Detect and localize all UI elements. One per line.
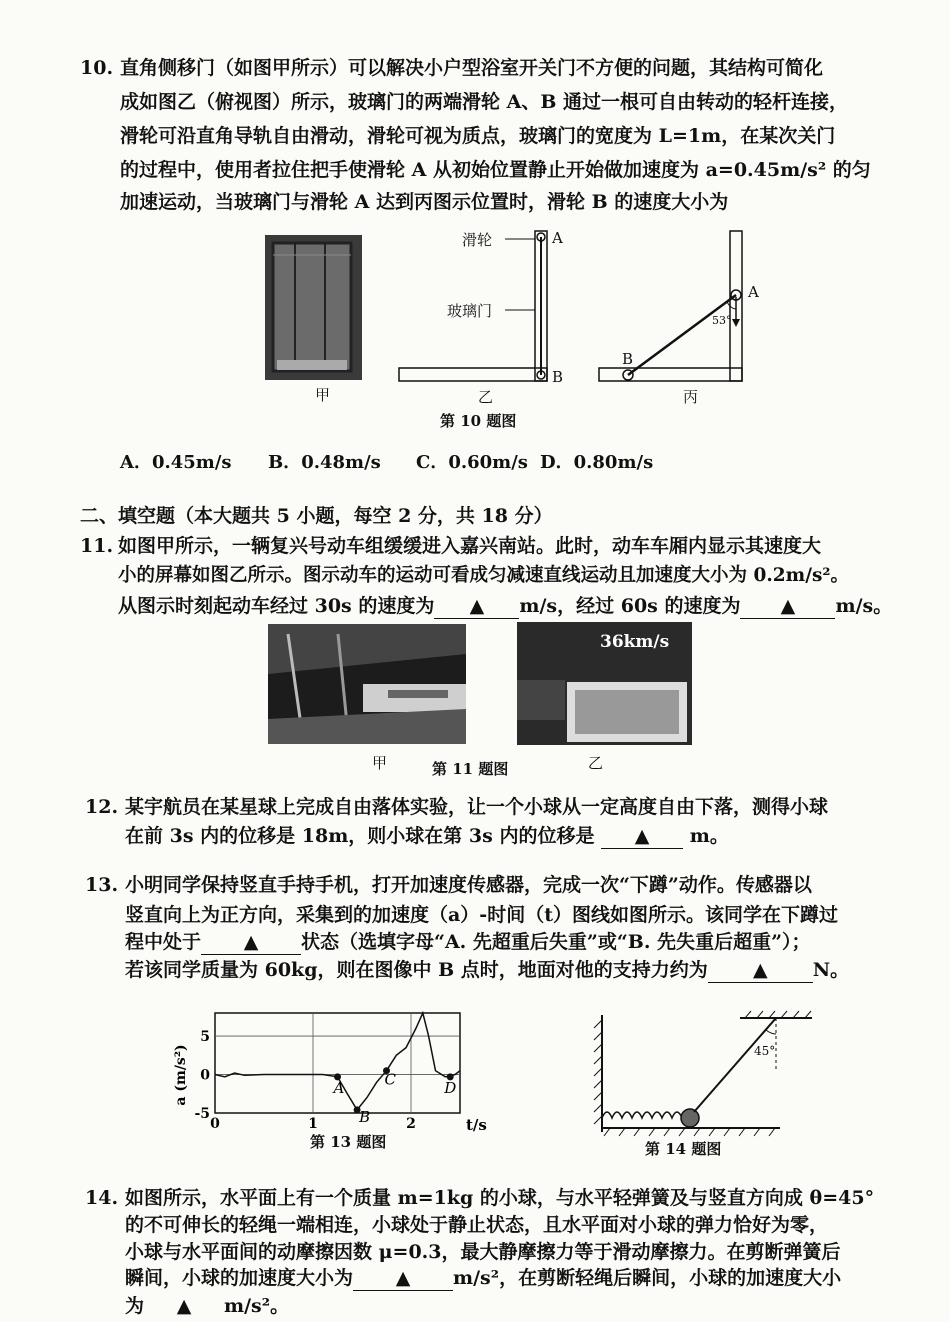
- q10-line-5: 加速运动，当玻璃门与滑轮 A 达到丙图示位置时，滑轮 B 的速度大小为: [120, 191, 729, 213]
- q13-line-3b: 状态（选填字母“A. 先超重后失重”或“B. 先失重后超重”）；: [301, 931, 811, 953]
- chart-xlabel: t/s: [466, 1116, 487, 1134]
- q12-line-1: 某宇航员在某星球上完成自由落体实验，让一个小球从一定高度自由下落，测得小球: [125, 796, 829, 818]
- q11-line-2: 小的屏幕如图乙所示。图示动车的运动可看成匀减速直线运动且加速度大小为 0.2m/s²。: [118, 565, 849, 586]
- x-tick-label: 1: [308, 1116, 318, 1132]
- speed-screen-text: 36km/s: [600, 632, 670, 652]
- acceleration-time-chart: [170, 1005, 490, 1135]
- q14-line-4b: m/s²，在剪断轻绳后瞬间，小球的加速度大小: [453, 1267, 842, 1289]
- q10-line-1: 直角侧移门（如图甲所示）可以解决小户型浴室开关门不方便的问题，其结构可简化: [120, 57, 824, 79]
- q11-line-3: [118, 590, 892, 622]
- q12-line-2a: 在前 3s 内的位移是 18m，则小球在第 3s 内的位移是: [125, 825, 595, 847]
- q11-blank-2[interactable]: ▲: [740, 594, 835, 619]
- chart-frame: [215, 1013, 460, 1113]
- y-tick-label: 5: [200, 1029, 210, 1046]
- q11-line-3c: m/s。: [835, 595, 893, 617]
- fig10-bing-label: 丙: [683, 388, 699, 406]
- fig10-yi-A: A: [552, 229, 563, 247]
- q14-blank-2[interactable]: ▲: [176, 1295, 192, 1317]
- q12-line-2b: m。: [689, 825, 729, 847]
- chart-ylabel: a (m/s²): [173, 1044, 189, 1106]
- fig10-yi-B: B: [552, 368, 564, 386]
- q14-line-5: [125, 1290, 289, 1322]
- q13-blank-2[interactable]: ▲: [708, 958, 813, 983]
- fig14-angle: 45°: [754, 1044, 776, 1058]
- pulley-label: 滑轮: [462, 231, 493, 249]
- shower-door-photo: [265, 235, 362, 380]
- fig13-caption: 第 13 题图: [310, 1133, 387, 1151]
- x-tick-label: 2: [406, 1116, 416, 1132]
- point-label-C: C: [384, 1070, 396, 1089]
- q14-line-1: 如图所示，水平面上有一个质量 m=1kg 的小球，与水平轻弹簧及与竖直方向成 θ=45°: [125, 1187, 875, 1209]
- fig10-bing-A: A: [748, 283, 759, 301]
- point-label-D: D: [444, 1078, 457, 1097]
- q13-line-1: 小明同学保持竖直手持手机，打开加速度传感器，完成一次“下蹲”动作。传感器以: [125, 874, 812, 896]
- q11-line-3a: 从图示时刻起动车经过 30s 的速度为: [118, 595, 435, 617]
- fig10-jia-label: 甲: [315, 386, 331, 404]
- q14-line-5a: 为: [125, 1295, 145, 1317]
- q11-line-3b: m/s，经过 60s 的速度为: [519, 595, 741, 617]
- q13-line-4: [125, 954, 849, 986]
- point-label-A: A: [333, 1078, 345, 1097]
- fig10-bing-angle: 53°: [712, 314, 732, 327]
- q10-option-d: D．0.80m/s: [540, 452, 654, 473]
- q14-line-3: 小球与水平面间的动摩擦因数 μ=0.3，最大静摩擦力等于滑动摩擦力。在剪断弹簧后: [125, 1241, 841, 1263]
- q10-line-4: 的过程中，使用者拉住把手使滑轮 A 从初始位置静止开始做加速度为 a=0.45m/s² 的匀: [120, 159, 871, 181]
- q10-line-3: 滑轮可沿直角导轨自由滑动，滑轮可视为质点，玻璃门的宽度为 L=1m，在某次关门: [120, 125, 836, 147]
- q12-number: 12.: [85, 796, 119, 818]
- q11-line-1: 如图甲所示，一辆复兴号动车组缓缓进入嘉兴南站。此时，动车车厢内显示其速度大: [118, 535, 822, 557]
- glass-door-label: 玻璃门: [447, 302, 493, 320]
- fig11-jia-label: 甲: [372, 754, 388, 772]
- fig11-yi-label: 乙: [588, 754, 604, 772]
- q12-line-2: [125, 820, 729, 852]
- spring-ball-diagram: [590, 1010, 820, 1140]
- x-tick-label: 0: [210, 1116, 220, 1132]
- q13-blank-1[interactable]: ▲: [201, 930, 301, 955]
- q14-number: 14.: [85, 1187, 119, 1209]
- y-tick-label: 0: [200, 1067, 210, 1084]
- q14-blank-1[interactable]: ▲: [353, 1266, 453, 1291]
- q13-line-3a: 程中处于: [125, 931, 202, 953]
- fig10-bing-diagram: [595, 225, 755, 390]
- fig14-caption: 第 14 题图: [645, 1140, 722, 1158]
- q12-blank[interactable]: ▲: [601, 824, 683, 849]
- q10-line-2: 成如图乙（俯视图）所示，玻璃门的两端滑轮 A、B 通过一根可自由转动的轻杆连接，: [120, 91, 849, 113]
- y-tick-label: -5: [194, 1106, 210, 1122]
- q14-line-4a: 瞬间，小球的加速度大小为: [125, 1267, 354, 1289]
- q11-blank-1[interactable]: ▲: [434, 594, 519, 619]
- q10-option-c: C．0.60m/s: [416, 452, 528, 473]
- section-2-title: 二、填空题（本大题共 5 小题，每空 2 分，共 18 分）: [80, 505, 553, 527]
- q13-line-4a: 若该同学质量为 60kg，则在图像中 B 点时，地面对他的支持力约为: [125, 959, 708, 981]
- fig10-yi-label: 乙: [478, 388, 494, 406]
- fig10-caption: 第 10 题图: [440, 412, 517, 430]
- q11-number: 11.: [80, 535, 114, 557]
- q13-line-4b: N。: [812, 959, 850, 981]
- q14-line-2: 的不可伸长的轻绳一端相连，小球处于静止状态，且水平面对小球的弹力恰好为零，: [125, 1214, 829, 1236]
- fig10-bing-B: B: [622, 350, 634, 368]
- point-label-B: B: [359, 1107, 371, 1126]
- q14-line-5b: m/s²。: [224, 1295, 290, 1317]
- fig11-caption: 第 11 题图: [432, 760, 509, 778]
- q13-number: 13.: [85, 874, 119, 896]
- q10-option-a: A．0.45m/s: [120, 452, 232, 473]
- station-photo: [268, 624, 466, 744]
- q13-line-2: 竖直向上为正方向，采集到的加速度（a）-时间（t）图线如图所示。该同学在下蹲过: [125, 904, 838, 926]
- q10-option-b: B．0.48m/s: [268, 452, 381, 473]
- q10-number: 10.: [80, 57, 114, 79]
